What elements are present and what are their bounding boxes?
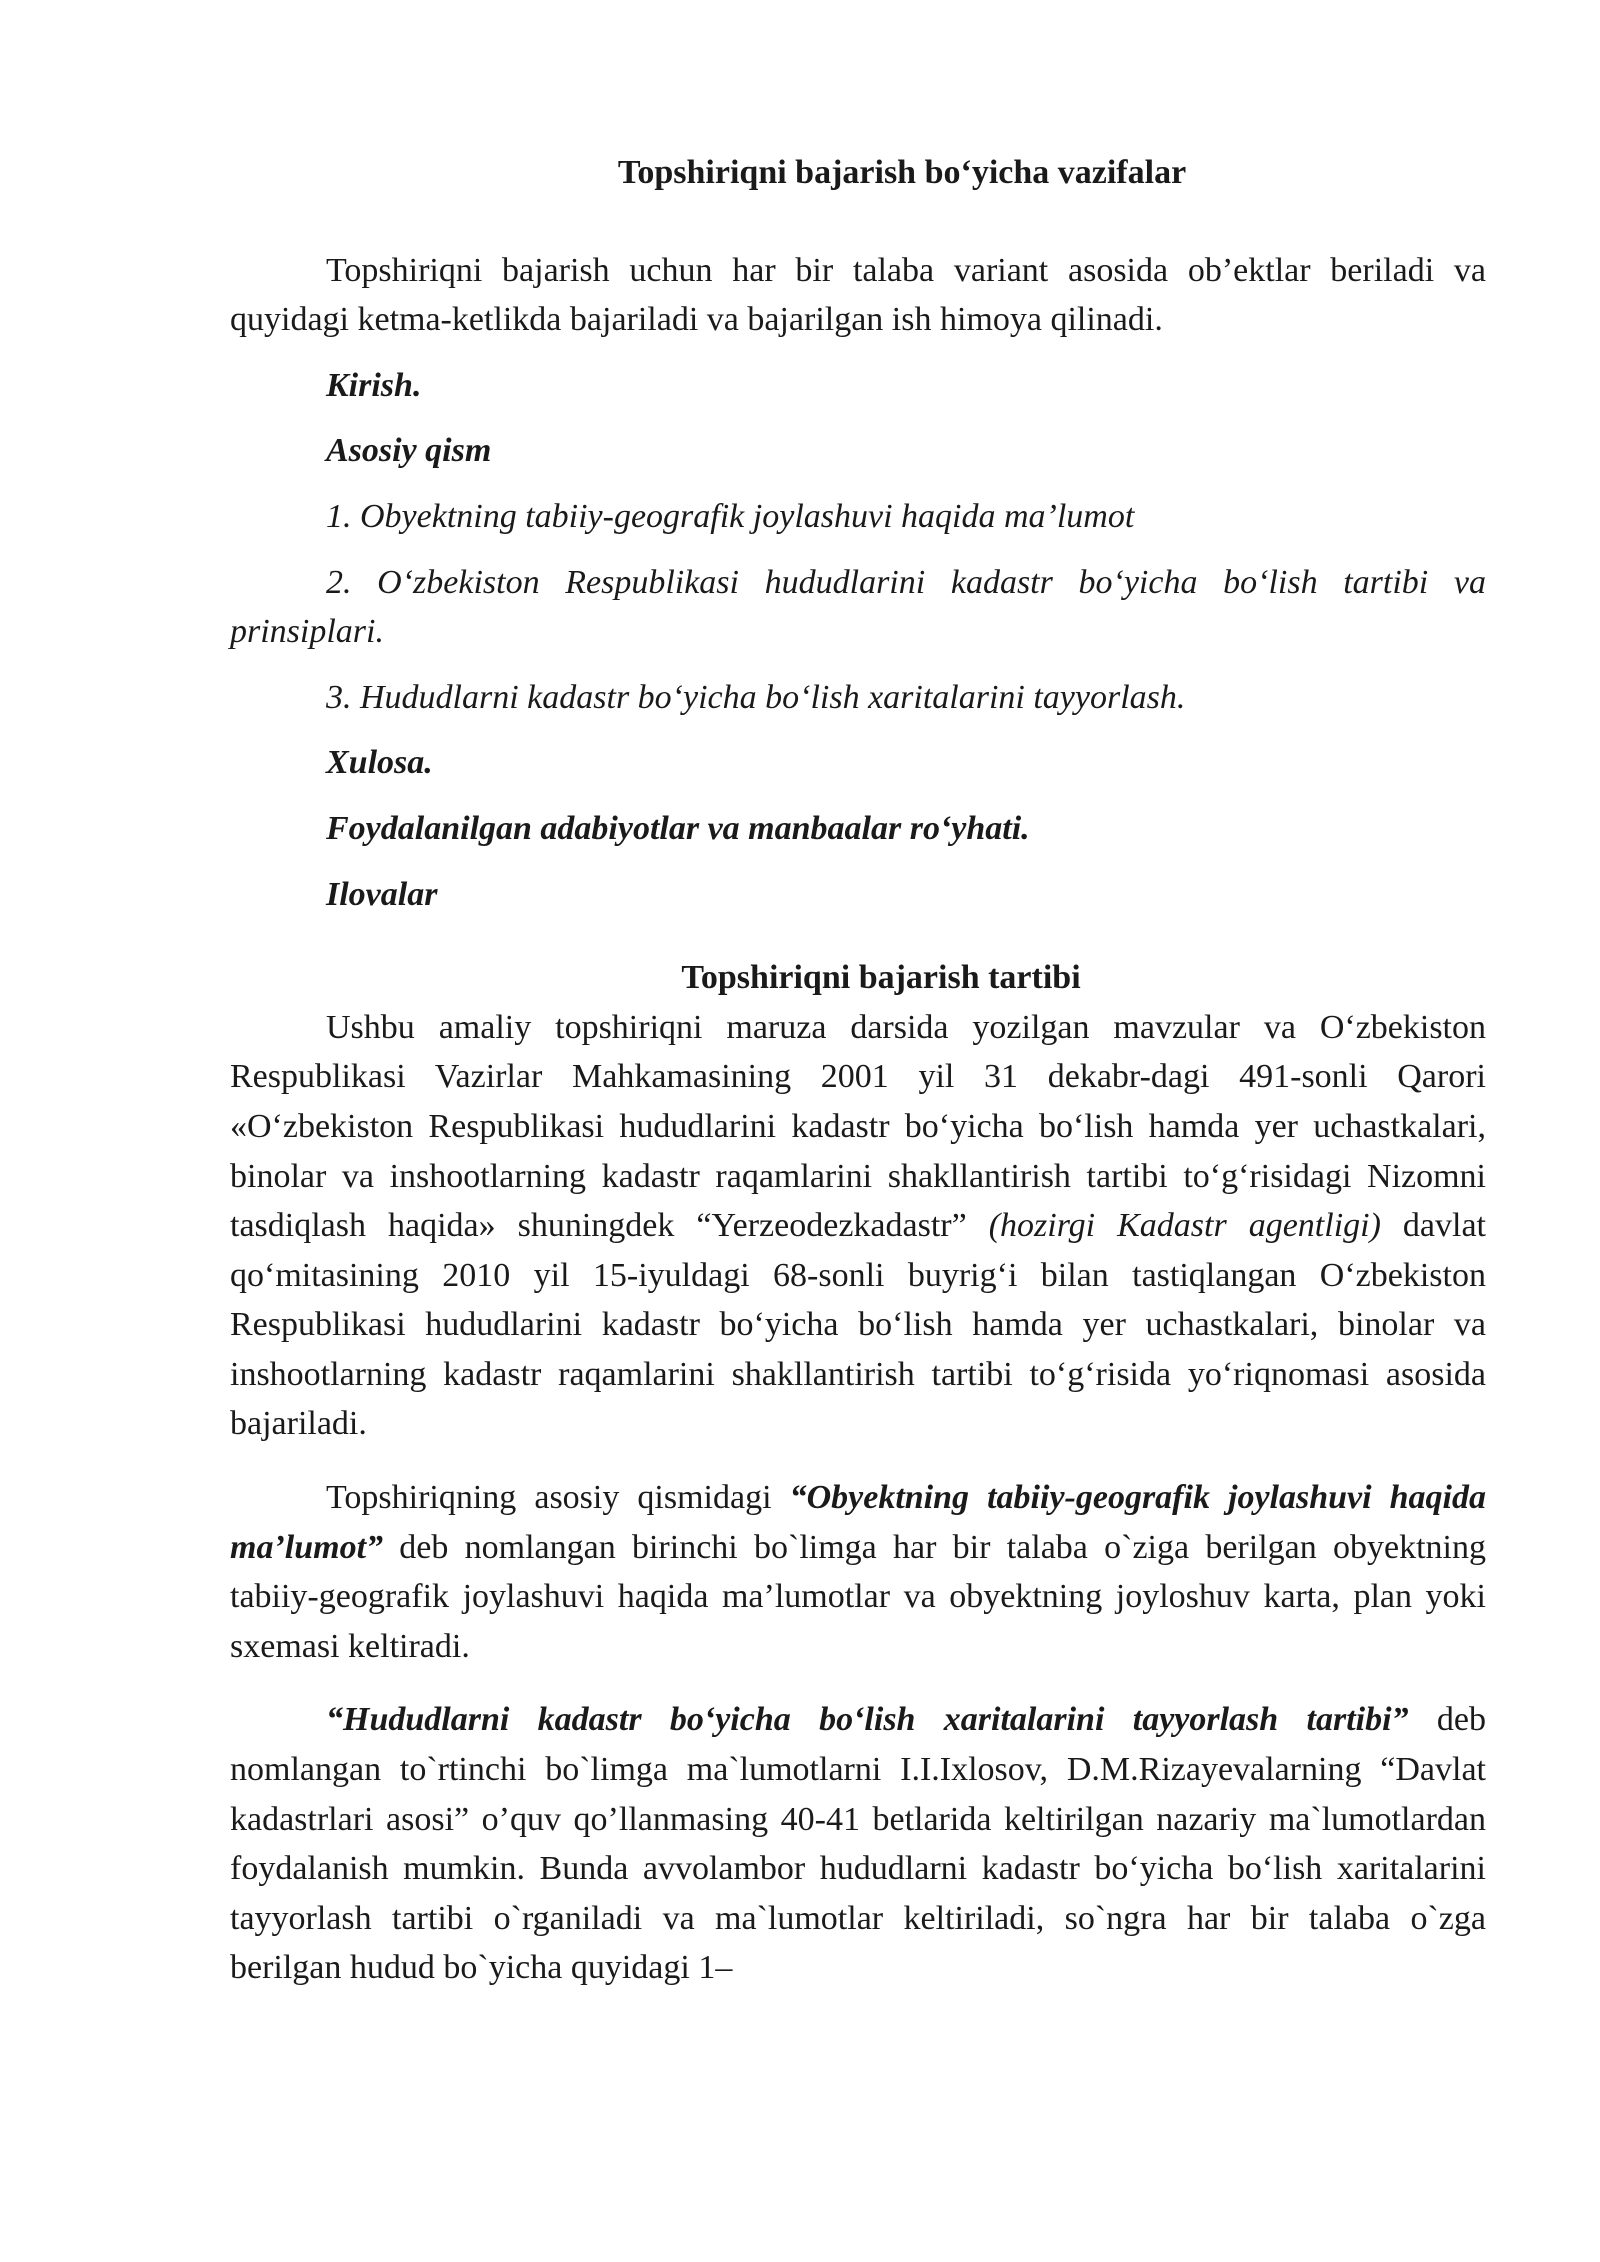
p3-section-name: “Hududlarni kadastr bo‘yicha bo‘lish xaritalarini tayyorlash tartibi” bbox=[326, 1701, 1409, 1739]
section-title-tasks: Topshiriqni bajarish bo‘yicha vazifalar bbox=[617, 154, 1187, 191]
list-item-2: 2. O‘zbekiston Respublikasi hududlarini kadastr bo‘yicha bo‘lish tartibi va prinsiplari. bbox=[230, 563, 1486, 651]
procedure-paragraph-2 bbox=[230, 1473, 1486, 1671]
procedure-paragraph-3 bbox=[230, 1695, 1486, 1993]
p3-text-end: deb nomlangan to`rtinchi bo`limga ma`lumotlarni I.I.Ixlosov, D.M.Rizayevalarning “Davlat kadastrlari asosi” o’quv qo’llanmasing 40-41 betlarida keltirilgan nazariy ma`lumotlardan foydalanish mumkin. Bunda avvolambor hududlarni kadastr bo‘yicha bo‘lish xaritalarini tayyorlash tartibi o`rganiladi va ma`lumotlar keltiriladi, so`ngra har bir talaba o`zga berilgan hudud bo`yicha quyidagi 1– bbox=[230, 1701, 1486, 1987]
p2-text-start: Topshiriqning asosiy qismidagi bbox=[326, 1479, 790, 1517]
p2-section-name: “Obyektning tabiiy-geografik joylashuvi haqida ma’lumot” bbox=[230, 1479, 1486, 1566]
list-item-appendices: Ilovalar bbox=[326, 875, 438, 913]
list-item-3: 3. Hududlarni kadastr bo‘yicha bo‘lish xaritalarini tayyorlash. bbox=[326, 678, 1186, 716]
p2-text-end: deb nomlangan birinchi bo`limga har bir talaba o`ziga berilgan obyektning tabiiy-geografik joylashuvi haqida ma’lumotlar va obyektning joyloshuv karta, plan yoki sxemasi keltiradi. bbox=[230, 1528, 1486, 1665]
document-page bbox=[230, 148, 1486, 1993]
p1-text-start: Ushbu amaliy topshiriqni maruza darsida yozilgan mavzular va O‘zbekiston Respublikasi Vazirlar Mahkamasining 2001 yil 31 dekabr-dagi 491-sonli Qarori «O‘zbekiston Respublikasi hududlarini kadastr bo‘yicha bo‘lish hamda yer uchastkalari, binolar va inshootlarning kadastr raqamlarini shakllantirish tartibi to‘g‘risidagi Nizomni tasdiqlash haqida» shuningdek “Yerzeodezkadastr” bbox=[230, 1008, 1486, 1245]
p1-text-end: davlat qo‘mitasining 2010 yil 15-iyuldagi 68-sonli buyrig‘i bilan tastiqlangan O‘zbekiston Respublikasi hududlarini kadastr bo‘yicha bo‘lish hamda yer uchastkalari, binolar va inshootlarning kadastr raqamlarini shakllantirish tartibi to‘g‘risida yo‘riqnomasi asosida bajariladi. bbox=[230, 1207, 1487, 1443]
list-item-references: Foydalanilgan adabiyotlar va manbaalar ro‘yhati. bbox=[326, 809, 1030, 847]
intro-paragraph: Topshiriqni bajarish uchun har bir talaba variant asosida ob’ektlar beriladi va quyidagi ketma-ketlikda bajariladi va bajarilgan ish himoya qilinadi. bbox=[230, 251, 1486, 339]
section-title-procedure: Topshiriqni bajarish tartibi bbox=[681, 959, 1081, 997]
procedure-paragraph-1 bbox=[230, 1003, 1486, 1449]
p1-italic-note: (hozirgi Kadastr agentligi) bbox=[988, 1207, 1381, 1245]
list-item-main-part: Asosiy qism bbox=[326, 432, 492, 470]
list-item-1: 1. Obyektning tabiiy-geografik joylashuvi haqida ma’lumot bbox=[326, 497, 1135, 535]
list-item-introduction: Kirish. bbox=[326, 366, 422, 404]
list-item-conclusion: Xulosa. bbox=[326, 744, 433, 782]
